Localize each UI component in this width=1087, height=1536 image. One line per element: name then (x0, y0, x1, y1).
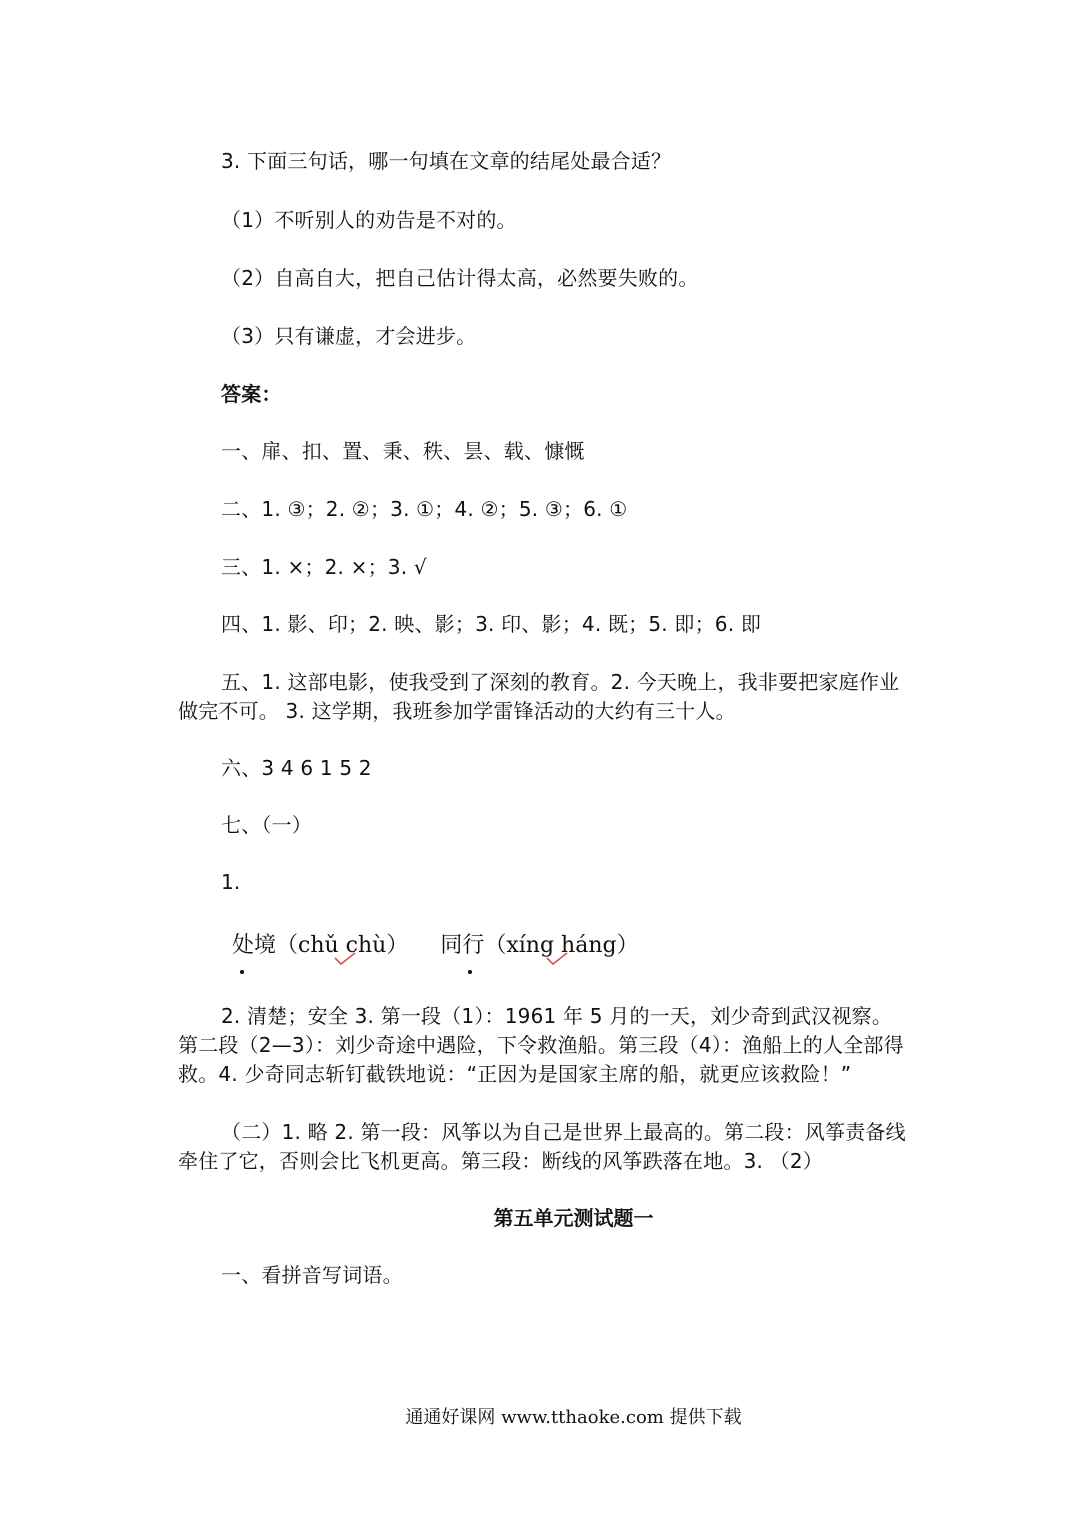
pinyin-word-1-reading-text: （chǔ chù） (276, 933, 409, 958)
answer-7b-line2: 牵住了它，否则会比飞机更高。第三段：断线的风筝跌落在地。3. （2） (178, 1149, 823, 1173)
pinyin-word-1-text: 处境 (232, 933, 277, 958)
answer-7-item-2-line1: 2. 清楚；安全 3. 第一段（1）：1961 年 5 月的一天，刘少奇到武汉视察。 (221, 1004, 893, 1028)
answer-7-item-1: 1. (221, 870, 241, 894)
pinyin-word-1-reading (276, 926, 408, 966)
check-mark-icon (546, 952, 568, 966)
answer-6: 六、3 4 6 1 5 2 (221, 756, 372, 780)
page-footer: 通通好课网 www.tthaoke.com 提供下载 (405, 1407, 742, 1428)
answer-2: 二、1. ③；2. ②；3. ①；4. ②；5. ③；6. ① (221, 497, 628, 521)
option-2: （2）自高自大，把自己估计得太高，必然要失败的。 (221, 266, 699, 290)
emphasis-dot-icon (240, 970, 244, 974)
answer-7-item-2-line2: 第二段（2—3）：刘少奇途中遇险，下令救渔船。第三段（4）：渔船上的人全部得 (178, 1033, 904, 1057)
answer-1: 一、扉、扣、置、秉、秩、昙、载、慷慨 (221, 439, 585, 463)
option-3: （3）只有谦虚，才会进步。 (221, 324, 477, 348)
option-1: （1）不听别人的劝告是不对的。 (221, 208, 517, 232)
answers-heading: 答案： (221, 382, 282, 406)
pinyin-word-2-reading (484, 926, 638, 966)
section-1-heading: 一、看拼音写词语。 (221, 1263, 403, 1287)
check-mark-icon (334, 952, 356, 966)
answer-7b-line1: （二）1. 略 2. 第一段：风筝以为自己是世界上最高的。第二段：风筝责备线 (221, 1120, 906, 1144)
unit-title: 第五单元测试题一 (493, 1206, 654, 1230)
answer-7-heading: 七、（一） (221, 813, 312, 837)
answer-5-line1: 五、1. 这部电影，使我受到了深刻的教育。2. 今天晚上，我非要把家庭作业 (221, 670, 900, 694)
question-3: 3. 下面三句话，哪一句填在文章的结尾处最合适？ (221, 149, 672, 173)
answer-5-line2: 做完不可。 3. 这学期，我班参加学雷锋活动的大约有三十人。 (178, 699, 736, 723)
answer-3: 三、1. ×；2. ×；3. √ (221, 555, 427, 579)
pinyin-word-2-reading-text: （xíng háng） (484, 933, 639, 958)
answer-7-item-2-line3: 救。4. 少奇同志斩钉截铁地说：“正因为是国家主席的船，就更应该救险！” (178, 1062, 852, 1086)
pinyin-answer-row (232, 926, 639, 976)
answer-4: 四、1. 影、印；2. 映、影；3. 印、影；4. 既；5. 即；6. 即 (221, 612, 762, 636)
pinyin-word-1 (232, 926, 276, 966)
pinyin-word-2 (440, 926, 484, 966)
emphasis-dot-icon (468, 970, 472, 974)
pinyin-word-2-text: 同行 (440, 933, 485, 958)
